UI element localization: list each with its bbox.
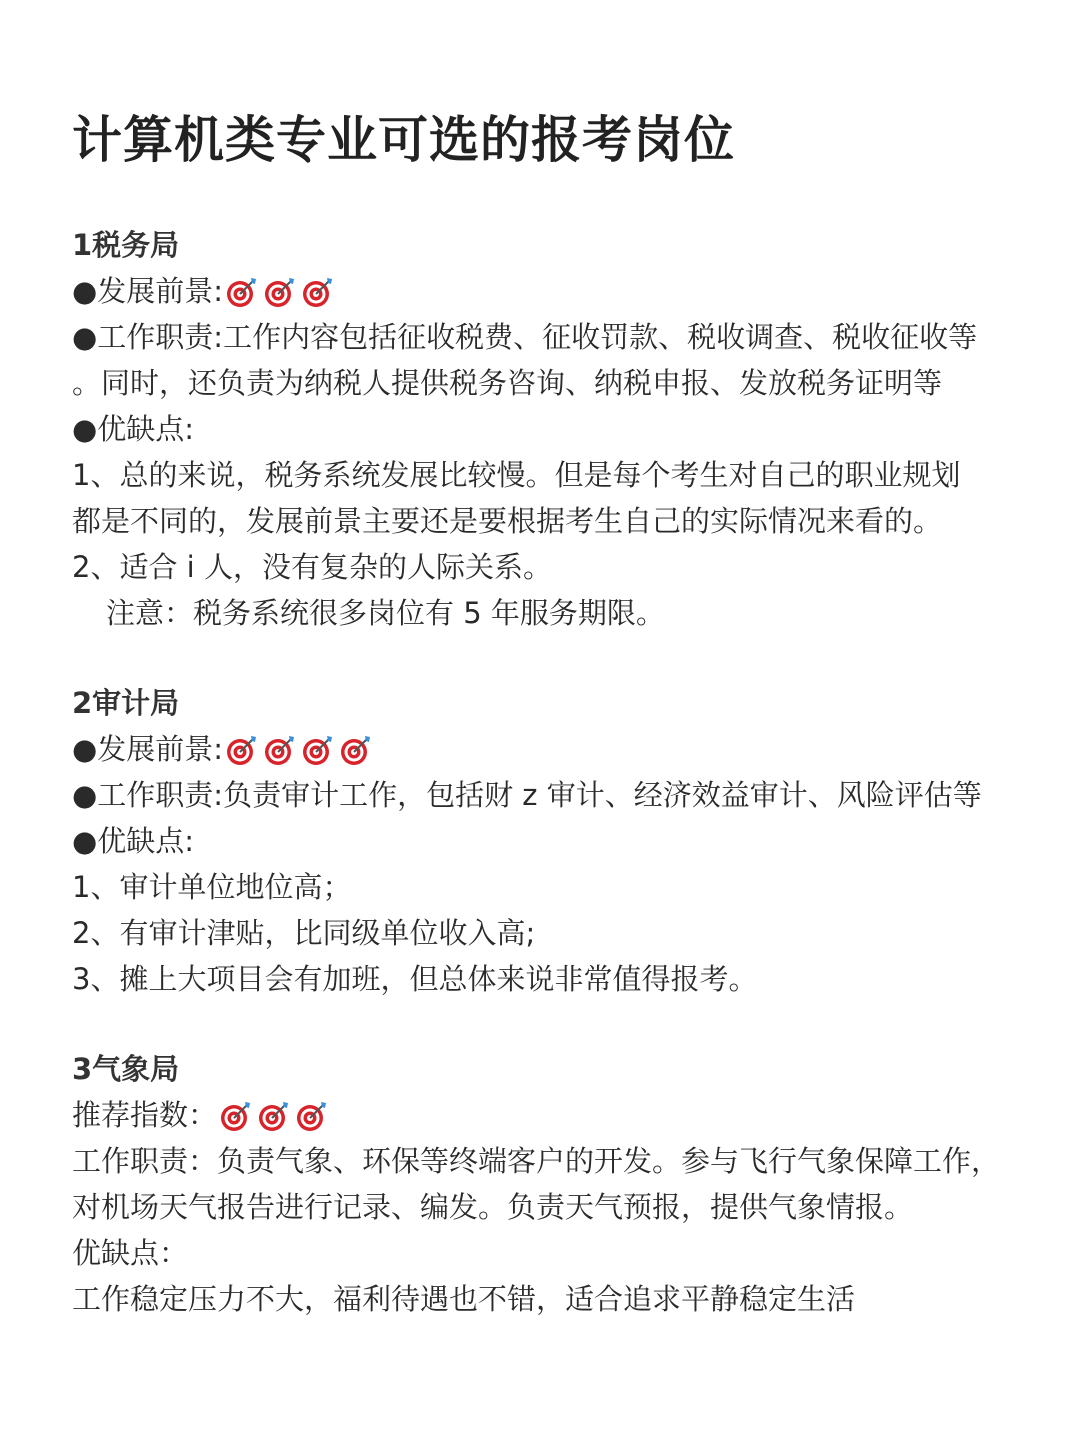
target-dart-icon [301, 275, 335, 309]
prospect-label: ●发展前景: [72, 274, 224, 308]
list-item: 都是不同的，发展前景主要还是要根据考生自己的实际情况来看的。 [72, 504, 943, 538]
target-dart-icon [339, 733, 373, 767]
rating-targets [225, 728, 377, 774]
list-item: 1、审计单位地位高； [72, 870, 352, 904]
target-dart-icon [301, 733, 335, 767]
duty-line: ●工作职责:负责审计工作，包括财 z 审计、经济效益审计、风险评估等 [72, 778, 982, 812]
pros-cons-label: ●优缺点: [72, 824, 195, 858]
prospect-label: ●发展前景: [72, 732, 224, 766]
target-dart-icon [219, 1099, 253, 1133]
list-item: 3、摊上大项目会有加班，但总体来说非常值得报考。 [72, 962, 758, 996]
rating-targets [219, 1094, 333, 1140]
target-dart-icon [295, 1099, 329, 1133]
duty-line: ●工作职责:工作内容包括征收税费、征收罚款、税收调查、税收征收等 [72, 320, 978, 354]
target-dart-icon [257, 1099, 291, 1133]
list-item: 工作稳定压力不大，福利待遇也不错，适合追求平静稳定生活 [72, 1282, 856, 1316]
section-heading-audit: 2审计局 [72, 686, 180, 720]
list-item: 2、有审计津贴，比同级单位收入高; [72, 916, 536, 950]
prospect-row-weather [72, 1092, 333, 1138]
recommend-label: 推荐指数： [72, 1098, 218, 1132]
prospect-row-tax [72, 268, 339, 314]
section-heading-tax: 1税务局 [72, 228, 180, 262]
pros-cons-label: ●优缺点: [72, 412, 195, 446]
page-title: 计算机类专业可选的报考岗位 [72, 111, 735, 169]
duty-line: 对机场天气报告进行记录、编发。负责天气预报，提供气象情报。 [72, 1190, 914, 1224]
target-dart-icon [263, 275, 297, 309]
duty-line: 工作职责：负责气象、环保等终端客户的开发。参与飞行气象保障工作， [72, 1144, 1001, 1178]
prospect-row-audit [72, 726, 377, 772]
target-dart-icon [225, 733, 259, 767]
pros-cons-label: 优缺点： [72, 1236, 189, 1270]
target-dart-icon [225, 275, 259, 309]
duty-line: 。同时，还负责为纳税人提供税务咨询、纳税申报、发放税务证明等 [72, 366, 943, 400]
list-item: 1、总的来说，税务系统发展比较慢。但是每个考生对自己的职业规划 [72, 458, 961, 492]
rating-targets [225, 270, 339, 316]
section-heading-weather: 3气象局 [72, 1052, 180, 1086]
note-text: 注意：税务系统很多岗位有 5 年服务期限。 [106, 596, 665, 630]
target-dart-icon [263, 733, 297, 767]
list-item: 2、适合 i 人，没有复杂的人际关系。 [72, 550, 552, 584]
